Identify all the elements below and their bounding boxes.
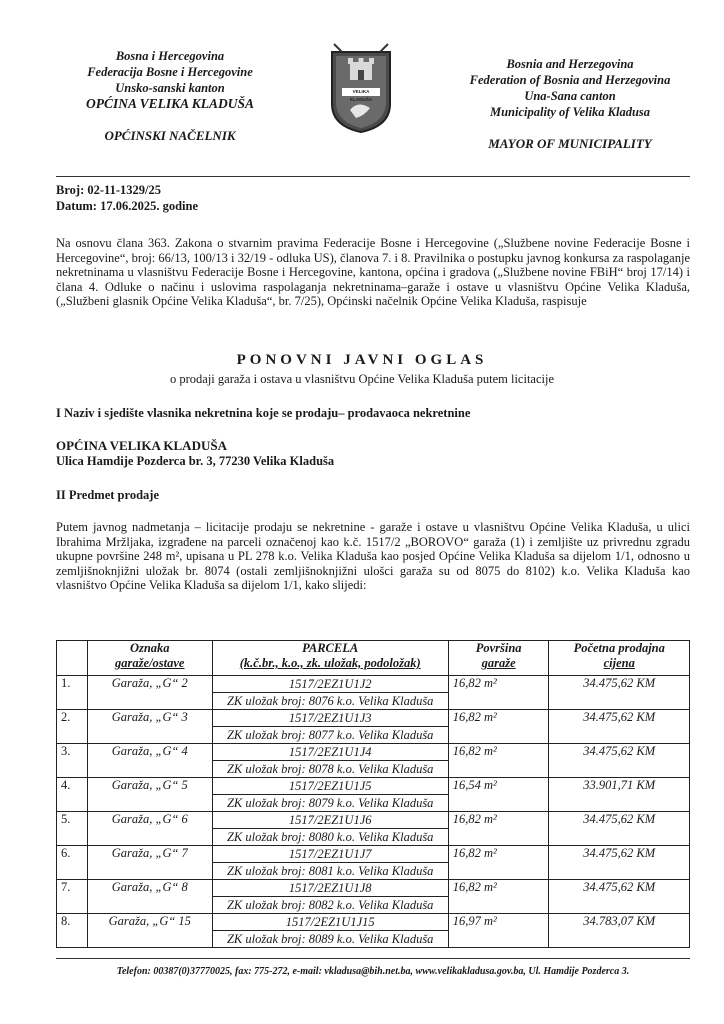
table-row	[57, 778, 690, 812]
row-mark: Garaža, „G“ 6	[87, 812, 212, 846]
table-row	[57, 676, 690, 710]
header-parcel: PARCELA (k.č.br., k.o., zk. uložak, podoložak)	[212, 641, 448, 676]
table-row	[57, 846, 690, 880]
header-left-office: OPĆINSKI NAČELNIK	[104, 128, 236, 143]
row-price: 34.475,62 KM	[549, 676, 690, 710]
row-parcel: 1517/2EZ1U1J7 ZK uložak broj: 8081 k.o. Velika Kladuša	[212, 846, 448, 880]
row-mark: Garaža, „G“ 8	[87, 880, 212, 914]
row-price: 34.475,62 KM	[549, 880, 690, 914]
reference-date: Datum: 17.06.2025. godine	[56, 199, 199, 213]
table-row	[57, 710, 690, 744]
row-number: 4.	[57, 778, 88, 812]
header-left-line-1: Bosna i Hercegovina	[115, 49, 225, 63]
row-price: 33.901,71 KM	[549, 778, 690, 812]
row-parcel: 1517/2EZ1U1J4 ZK uložak broj: 8078 k.o. Velika Kladuša	[212, 744, 448, 778]
row-number: 2.	[57, 710, 88, 744]
table-row	[57, 744, 690, 778]
reference-block	[56, 182, 198, 214]
row-price: 34.475,62 KM	[549, 710, 690, 744]
footer-divider	[56, 958, 690, 959]
row-price: 34.475,62 KM	[549, 744, 690, 778]
row-area: 16,82 m²	[448, 744, 549, 778]
reference-number: Broj: 02-11-1329/25	[56, 183, 161, 197]
header-right-line-4: Municipality of Velika Kladusa	[489, 105, 651, 119]
row-number: 1.	[57, 676, 88, 710]
row-price: 34.475,62 KM	[549, 846, 690, 880]
row-price: 34.475,62 KM	[549, 812, 690, 846]
row-price: 34.783,07 KM	[549, 914, 690, 948]
header-right-line-2: Federation of Bosnia and Herzegovina	[469, 73, 671, 87]
owner-address: Ulica Hamdije Pozderca br. 3, 77230 Velika Kladuša	[56, 454, 335, 468]
row-mark: Garaža, „G“ 15	[87, 914, 212, 948]
section-2-paragraph: Putem javnog nadmetanja – licitacije prodaju se nekretnine - garaže i ostave u vlasništvu Općine Velika Kladuša, u ulici Ibrahima Mržljaka, izgrađene na parceli označenoj kao k.č. 1517/2 „BOROVO“ garaža (1) i zemljište uz privrednu zgradu ukupne površine 248 m², upisana u PL 278 k.o. Velika Kladuša kao posjed Općine Velika Kladuša sa dijelom 1/1, odnosno u zemljišnoknjižni uložak br. 8074 (ostali zemljišnoknjižni ulošci garaža su od 8075 do 8102) k.o. Velika Kladuša kao vlasništvo Općine Velika Kladuša sa dijelom 1/1, kako slijedi:	[56, 520, 690, 593]
row-area: 16,82 m²	[448, 880, 549, 914]
row-mark: Garaža, „G“ 5	[87, 778, 212, 812]
header-left-line-4: OPĆINA VELIKA KLADUŠA	[85, 96, 255, 111]
section-2-heading: II Predmet prodaje	[56, 488, 159, 502]
row-parcel: 1517/2EZ1U1J3 ZK uložak broj: 8077 k.o. Velika Kladuša	[212, 710, 448, 744]
table-header-row	[57, 641, 690, 676]
row-parcel: 1517/2EZ1U1J6 ZK uložak broj: 8080 k.o. Velika Kladuša	[212, 812, 448, 846]
header-divider	[56, 176, 690, 177]
footer-contact: Telefon: 00387(0)37770025, fax: 775-272, e-mail: vkladusa@bih.net.ba, www.velikakladusa.gov.ba, Ul. Hamdije Pozderca 3.	[116, 966, 630, 977]
row-number: 7.	[57, 880, 88, 914]
header-right-block	[440, 56, 700, 152]
header-area: Površina garaže	[448, 641, 549, 676]
row-number: 3.	[57, 744, 88, 778]
row-parcel: 1517/2EZ1U1J2 ZK uložak broj: 8076 k.o. Velika Kladuša	[212, 676, 448, 710]
row-mark: Garaža, „G“ 2	[87, 676, 212, 710]
row-parcel: 1517/2EZ1U1J8 ZK uložak broj: 8082 k.o. Velika Kladuša	[212, 880, 448, 914]
municipality-crest-icon	[328, 42, 394, 134]
header-right-line-1: Bosnia and Herzegovina	[506, 57, 634, 71]
header-right-line-3: Una-Sana canton	[524, 89, 616, 103]
row-mark: Garaža, „G“ 3	[87, 710, 212, 744]
row-mark: Garaža, „G“ 4	[87, 744, 212, 778]
crest-lettering: VELIKA KLADUŠA	[349, 89, 373, 102]
table-row	[57, 812, 690, 846]
row-number: 8.	[57, 914, 88, 948]
header-left-block	[40, 48, 300, 144]
header-left-line-3: Unsko-sanski kanton	[115, 81, 225, 95]
intro-paragraph: Na osnovu člana 363. Zakona o stvarnim pravima Federacije Bosne i Hercegovine („Službene novine Federacije Bosne i Hercegovine“, broj: 66/13, 100/13 i 32/19 - odluka US), članova 7. i 8. Pravilnika o postupku javnog konkursa za raspolaganje nekretninama u vlasništvu Federacije Bosne i Hercegovine, kantona, općina i gradova („Službene novine FBiH“ broj 17/14) i člana 4. Odluke o načinu i uslovima raspolaganja nekretninama–garaže i ostave u vlasništvu Općine Velika Kladuša, („Službeni glasnik Općine Velika Kladuša“, br. 7/25), Općinski načelnik Općine Velika Kladuša, raspisuje	[56, 236, 690, 309]
header-mark: Oznaka garaže/ostave	[87, 641, 212, 676]
header-right-office: MAYOR OF MUNICIPALITY	[488, 136, 652, 151]
row-area: 16,97 m²	[448, 914, 549, 948]
row-area: 16,82 m²	[448, 676, 549, 710]
notice-title: PONOVNI JAVNI OGLAS	[236, 352, 488, 368]
table-row	[57, 914, 690, 948]
row-area: 16,82 m²	[448, 812, 549, 846]
table-row	[57, 880, 690, 914]
section-1-heading: I Naziv i sjedište vlasnika nekretnina koje se prodaju– prodavaoca nekretnine	[56, 406, 471, 420]
owner-name: OPĆINA VELIKA KLADUŠA	[56, 438, 227, 453]
row-mark: Garaža, „G“ 7	[87, 846, 212, 880]
notice-subtitle: o prodaji garaža i ostava u vlasništvu Općine Velika Kladuša putem licitacije	[169, 372, 555, 386]
row-parcel: 1517/2EZ1U1J5 ZK uložak broj: 8079 k.o. Velika Kladuša	[212, 778, 448, 812]
row-area: 16,82 m²	[448, 710, 549, 744]
row-area: 16,82 m²	[448, 846, 549, 880]
row-area: 16,54 m²	[448, 778, 549, 812]
header-left-line-2: Federacija Bosne i Hercegovine	[87, 65, 253, 79]
header-no	[57, 641, 88, 676]
row-number: 5.	[57, 812, 88, 846]
row-parcel: 1517/2EZ1U1J15 ZK uložak broj: 8089 k.o. Velika Kladuša	[212, 914, 448, 948]
header-price: Početna prodajna cijena	[549, 641, 690, 676]
row-number: 6.	[57, 846, 88, 880]
garages-table	[56, 640, 690, 948]
